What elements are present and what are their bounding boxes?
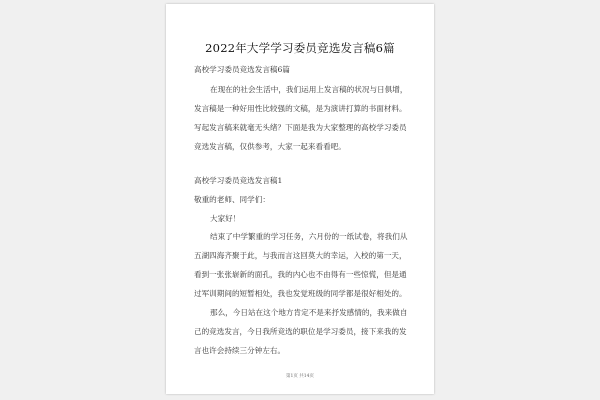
intro-line-3: 写起发言稿来就毫无头绪？下面是我为大家整理的高校学习委员 [194, 123, 407, 132]
paragraph-2-line-1: 那么，今日站在这个地方肯定不是来抒发感情的，我来做自 [210, 308, 408, 317]
section-heading: 高校学习委员竞选发言稿1 [194, 176, 283, 185]
page-footer: 第1页 共14页 [285, 374, 315, 379]
paragraph-2-line-2: 己的竞选发言，今日我所竞选的职位是学习委员，接下来我的发 [194, 327, 407, 336]
paragraph-1-line-4: 过军训期间的短暂相处，我也发觉班级的同学都是很好相处的。 [194, 289, 407, 298]
paragraph-2-line-3: 言也许会持续三分钟左右。 [194, 346, 286, 355]
paragraph-1-line-1: 结束了中学繁重的学习任务，六月份的一纸试卷，将我们从 [210, 232, 408, 241]
document-page [166, 4, 434, 394]
document-title: 2022年大学学习委员竞选发言稿6篇 [205, 41, 395, 55]
intro-line-1: 在现在的社会生活中，我们运用上发言稿的状况与日俱增， [210, 85, 408, 94]
paragraph-1-line-3: 看到一张张崭新的面孔，我的内心也不由得有一些惊慌，但是通 [194, 270, 407, 279]
salutation: 敬重的老师、同学们： [194, 195, 270, 204]
greeting: 大家好！ [210, 214, 241, 223]
intro-line-2: 发言稿是一种好用性比较强的文稿，是为演讲打算的书面材料。 [194, 104, 407, 113]
intro-line-4: 竞选发言稿，仅供参考，大家一起来看看吧。 [194, 142, 346, 151]
paragraph-1-line-2: 五湖四海齐聚于此，与我而言这回莫大的幸运，入校的第一天， [194, 251, 407, 260]
document-subtitle: 高校学习委员竞选发言稿6篇 [194, 65, 290, 74]
